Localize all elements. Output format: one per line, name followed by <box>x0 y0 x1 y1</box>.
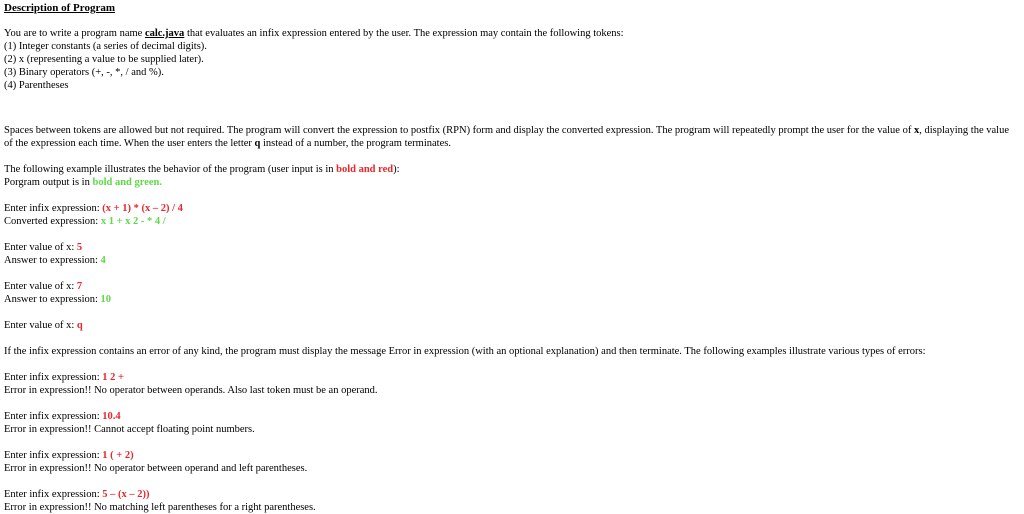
error-intro: If the infix expression contains an error of any kind, the program must display the message Error in expression (with an optional explanation) and then terminate. The following examples illustrate various types of errors: <box>4 346 926 357</box>
output-label: Answer to expression: <box>4 294 101 305</box>
error-input-line <box>4 449 1020 462</box>
user-input: 1 ( + 2) <box>102 450 134 461</box>
prompt-label: Enter infix expression: <box>4 489 103 500</box>
converted-line <box>4 215 1020 228</box>
user-input: (x + 1) * (x – 2) / 4 <box>102 203 183 214</box>
quit-prompt-line <box>4 319 1020 332</box>
prompt-label: Enter infix expression: <box>4 203 103 214</box>
example-intro-text: ): <box>393 164 400 175</box>
prompt-label: Enter infix expression: <box>4 411 103 422</box>
prompt-label: Enter value of x: <box>4 320 77 331</box>
output-note <box>4 176 1020 189</box>
token-item: (3) Binary operators (+, -, *, / and %). <box>4 67 164 78</box>
example-intro-text: The following example illustrates the behavior of the program (user input is in <box>4 164 337 175</box>
answer-line <box>4 293 1020 306</box>
error-message: Error in expression!! No matching left parentheses for a right parentheses. <box>4 502 316 513</box>
user-input: 7 <box>76 281 83 292</box>
token-item: (2) x (representing a value to be supplied later). <box>4 54 204 65</box>
red-legend: bold and red <box>336 164 394 175</box>
value-prompt-line <box>4 241 1020 254</box>
letter-q: q <box>254 138 261 149</box>
answer-line <box>4 254 1020 267</box>
document <box>4 2 1020 514</box>
prompt-label: Enter infix expression: <box>4 450 103 461</box>
intro-paragraph <box>4 27 1020 40</box>
var-x: x <box>913 125 920 136</box>
spaces-text: instead of a number, the program terminates. <box>260 138 451 149</box>
user-input: 1 2 + <box>102 372 125 383</box>
error-input-line <box>4 371 1020 384</box>
output-label: Answer to expression: <box>4 255 101 266</box>
intro-text-end: that evaluates an infix expression entered by the user. The expression may contain the following tokens: <box>184 28 624 39</box>
program-output: x 1 + x 2 - * 4 / <box>100 216 166 227</box>
error-input-line <box>4 488 1020 501</box>
prompt-label: Enter infix expression: <box>4 372 103 383</box>
document-title: Description of Program <box>4 2 115 14</box>
output-note-text: Porgram output is in <box>4 177 93 188</box>
spaces-paragraph <box>4 124 1020 150</box>
user-input: 5 <box>76 242 83 253</box>
program-output: 4 <box>100 255 106 266</box>
green-legend: bold and green. <box>92 177 163 188</box>
user-input: 5 – (x – 2)) <box>102 489 150 500</box>
user-input: 10.4 <box>102 411 121 422</box>
token-item: (4) Parentheses <box>4 80 69 91</box>
error-message: Error in expression!! No operator between operands. Also last token must be an operand. <box>4 385 378 396</box>
example-expression-line <box>4 202 1020 215</box>
output-label: Converted expression: <box>4 216 101 227</box>
token-item: (1) Integer constants (a series of decimal digits). <box>4 41 207 52</box>
user-input: q <box>76 320 83 331</box>
prompt-label: Enter value of x: <box>4 281 77 292</box>
spaces-text: , displaying the value of the expression each time. When the user enters the letter <box>4 125 1010 149</box>
program-output: 10 <box>100 294 112 305</box>
prompt-label: Enter value of x: <box>4 242 77 253</box>
filename: calc.java <box>144 28 185 39</box>
value-prompt-line <box>4 280 1020 293</box>
error-message: Error in expression!! Cannot accept floating point numbers. <box>4 424 255 435</box>
error-input-line <box>4 410 1020 423</box>
example-intro <box>4 163 1020 176</box>
intro-text: You are to write a program name <box>4 28 145 39</box>
spaces-text: Spaces between tokens are allowed but not required. The program will convert the expression to postfix (RPN) form and display the converted expression. The program will repeatedly prompt the user for the value of <box>4 125 914 136</box>
error-message: Error in expression!! No operator between operand and left parentheses. <box>4 463 308 474</box>
